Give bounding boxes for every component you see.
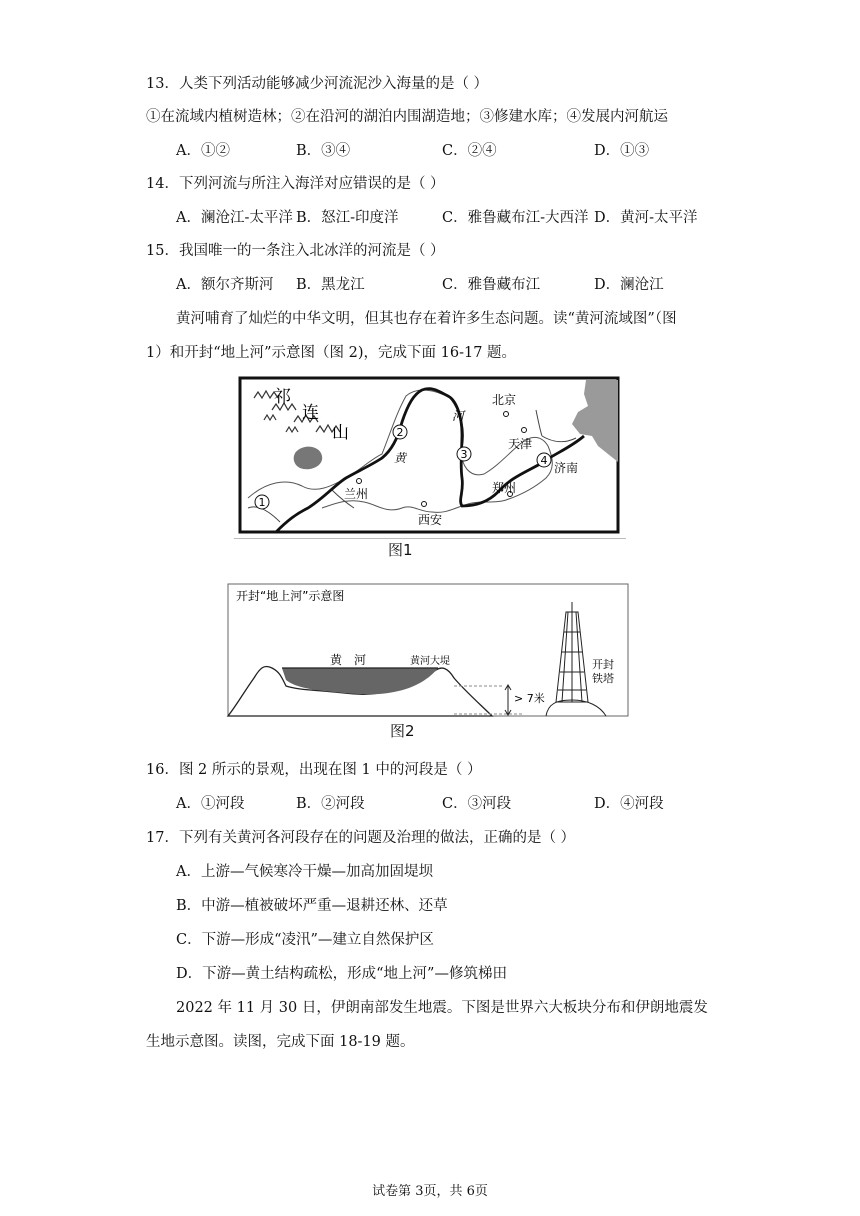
q15-option-d: D．澜沧江 (594, 277, 664, 293)
q17-option-c: C．下游—形成“凌汛”—建立自然保护区 (176, 932, 434, 948)
intro-16-17-line1: 黄河哺育了灿烂的中华文明，但其也存在着许多生态问题。读“黄河流域图”（图 (176, 311, 677, 327)
q17-option-b: B．中游—植被破坏严重—退耕还林、还草 (176, 898, 448, 914)
q14-stem: 14．下列河流与所注入海洋对应错误的是（ ） (146, 176, 445, 192)
q17-option-d: D．下游—黄土结构疏松，形成“地上河”—修筑梯田 (176, 966, 507, 982)
page-footer: 试卷第 3页，共 6页 (372, 1184, 488, 1199)
label-tianjin: 天津 (508, 437, 533, 451)
label-beijing: 北京 (492, 393, 517, 407)
q16-option-d: D．④河段 (594, 796, 664, 812)
label-huang: 黄 (394, 451, 407, 465)
q14-option-c: C．雅鲁藏布江-大西洋 (442, 210, 589, 226)
label-lian: 连 (302, 403, 319, 423)
marker-1-label: 1 (258, 496, 266, 509)
fig2-caption: 图2 (390, 722, 415, 740)
q16-option-a: A．①河段 (176, 796, 245, 812)
q14-option-a: A．澜沧江-太平洋 (176, 210, 293, 226)
q14-option-b: B．怒江-印度洋 (296, 210, 399, 226)
q13-option-a: A．①② (176, 143, 230, 159)
fig1-caption-rule (234, 538, 626, 539)
label-zhengzhou: 郑州 (492, 481, 517, 495)
tower-label-line2: 铁塔 (592, 672, 614, 685)
q16-option-b: B．②河段 (296, 796, 365, 812)
label-lanzhou: 兰州 (344, 487, 369, 501)
intro-18-19-line1: 2022 年 11 月 30 日，伊朗南部发生地震。下图是世界六大板块分布和伊朗地震发 (176, 1000, 708, 1016)
marker-2-label: 2 (396, 426, 404, 439)
q13-stem: 13．人类下列活动能够减少河流泥沙入海量的是（ ） (146, 76, 489, 92)
q16-option-c: C．③河段 (442, 796, 512, 812)
lanzhou-marker (357, 479, 362, 484)
q15-option-a: A．额尔齐斯河 (176, 277, 274, 293)
marker-3-label: 3 (460, 448, 468, 461)
height-label: > 7米 (514, 692, 545, 705)
q13-items: ①在流域内植树造林；②在沿河的湖泊内围湖造地；③修建水库；④发展内河航运 (146, 109, 668, 125)
dike-label: 黄河大堤 (410, 656, 450, 667)
kaifeng-above-ground-river-diagram (226, 582, 636, 722)
q15-stem: 15．我国唯一的一条注入北冰洋的河流是（ ） (146, 243, 445, 259)
q16-stem: 16．图 2 所示的景观，出现在图 1 中的河段是（ ） (146, 762, 482, 778)
label-xian: 西安 (418, 513, 443, 527)
intro-18-19-line2: 生地示意图。读图，完成下面 18-19 题。 (146, 1034, 415, 1050)
marker-4-label: 4 (540, 454, 548, 467)
q15-option-c: C．雅鲁藏布江 (442, 277, 541, 293)
q14-option-d: D．黄河-太平洋 (594, 210, 698, 226)
q17-stem: 17．下列有关黄河各河段存在的问题及治理的做法，正确的是（ ） (146, 830, 576, 846)
river-label: 黄 河 (330, 653, 367, 667)
tianjin-marker (522, 428, 527, 433)
beijing-marker (504, 412, 509, 417)
label-he: 河 (452, 409, 465, 423)
q15-option-b: B．黑龙江 (296, 277, 365, 293)
label-qi: 祁 (274, 387, 291, 407)
intro-16-17-line2: 1）和开封“地上河”示意图（图 2)，完成下面 16-17 题。 (146, 345, 517, 361)
q13-option-c: C．②④ (442, 143, 497, 159)
q13-option-b: B．③④ (296, 143, 351, 159)
fig1-caption: 图1 (388, 541, 413, 559)
diagram-title: 开封“地上河”示意图 (236, 589, 345, 603)
xian-marker (422, 502, 427, 507)
label-shan: 山 (332, 423, 349, 443)
q17-option-a: A．上游—气候寒冷干燥—加高加固堤坝 (176, 864, 433, 880)
label-jinan: 济南 (554, 461, 579, 475)
q13-option-d: D．①③ (594, 143, 650, 159)
tower-label-line1: 开封 (592, 658, 614, 671)
yellow-river-basin-map (236, 374, 628, 536)
